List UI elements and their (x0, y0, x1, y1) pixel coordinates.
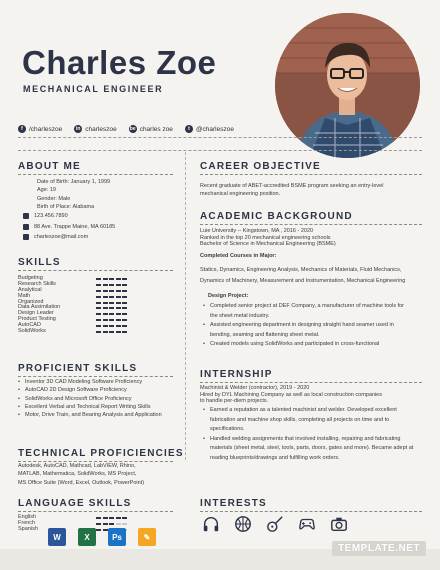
contact-address (23, 222, 115, 233)
skill-level-segment (116, 325, 121, 327)
internship-role: Machinist & Welder (contractor), 2019 - 2020 (200, 385, 310, 391)
social-handle: @charleszoe (195, 125, 234, 133)
skill-label: Product Testing (18, 316, 56, 323)
skill-label: Research Skills (18, 280, 56, 287)
skill-level (96, 523, 127, 525)
skill-label: English (18, 514, 37, 520)
project-list (203, 302, 423, 350)
skill-level-segment (103, 284, 108, 286)
skill-level-segment (122, 331, 127, 333)
basketball-icon (234, 515, 252, 533)
list-item: • Motor, Drive Train, and Bearing Analysis and Application (18, 411, 178, 419)
job-title: MECHANICAL ENGINEER (23, 84, 164, 94)
list-item: • Completed senior project at DEF Company, a manufacturer of machine tools for the sheet metal industry. (203, 302, 423, 321)
skill-level-segment (116, 523, 121, 525)
skill-label: Math (18, 292, 31, 299)
section-rule (18, 174, 173, 175)
internship-title: INTERNSHIP (200, 369, 273, 380)
header-divider-2 (18, 150, 422, 151)
skill-level (96, 517, 127, 519)
career-line: Recent graduate of ABET-accredited BSME program seeking an entry-level (200, 183, 384, 189)
skill-level-segment (103, 517, 108, 519)
course-line: Statics, Dynamics, Engineering Analysis, Mechanics of Materials, Fluid Mechanics, (200, 267, 402, 273)
skill-level-segment (116, 302, 121, 304)
skill-level-segment (103, 278, 108, 280)
courses-text (200, 265, 405, 287)
course-line: Dynamics of Machinery, Measurement and Instrumentation, Mechanical Engineering (200, 278, 406, 284)
candidate-name: Charles Zoe (22, 44, 217, 81)
skill-level-segment (116, 278, 121, 280)
contact-details (23, 211, 115, 243)
skill-level (96, 325, 127, 327)
skill-level-segment (109, 278, 114, 280)
about-title: ABOUT ME (18, 161, 81, 172)
proficient-title: PROFICIENT SKILLS (18, 363, 138, 374)
skill-level (96, 319, 127, 321)
skills-list (18, 276, 127, 335)
skill-level (96, 302, 127, 304)
skill-level-segment (96, 331, 101, 333)
about-details (37, 178, 110, 211)
social-handle: /charleszoe (29, 125, 63, 133)
skill-label: Analytical (18, 286, 42, 293)
skill-level-segment (96, 319, 101, 321)
school-line: Luie University -- Kingstown, MA , 2016 - 2020 (200, 228, 314, 234)
skill-level-segment (96, 307, 101, 309)
language-title: LANGUAGE SKILLS (18, 498, 132, 509)
skill-level-segment (96, 296, 101, 298)
list-item: • SolidWorks and Microsoft Office Proficiency (18, 395, 178, 403)
skill-level-segment (122, 307, 127, 309)
skill-label: Budgeting (18, 275, 43, 281)
technical-line: Autodesk, AutoCAD, Mathcad, LabVIEW, Rhino, (18, 463, 136, 469)
social-item-twitter[interactable] (185, 125, 234, 133)
skill-level (96, 331, 127, 333)
list-item: • Inventor 3D CAD Modeling Software Proficiency (18, 378, 178, 386)
skill-level-segment (116, 313, 121, 315)
interests-title: INTERESTS (200, 498, 267, 509)
skill-level-segment (109, 331, 114, 333)
academic-line: Ranked in the top 20 mechanical engineering schools (200, 234, 331, 241)
skill-level (96, 307, 127, 309)
list-item: • Excellent Verbal and Technical Report Writing Skills (18, 403, 178, 411)
social-item-behance[interactable] (129, 125, 173, 133)
skill-label: AutoCAD (18, 322, 41, 329)
skill-label: French (18, 519, 36, 526)
skill-level-segment (103, 302, 108, 304)
social-item-facebook[interactable] (18, 125, 62, 133)
technical-line: MS Office Suite (Word, Excel, Outlook, PowerPoint) (18, 479, 145, 486)
phone-icon (23, 213, 29, 219)
proficient-list (18, 378, 178, 419)
section-rule (200, 382, 422, 383)
skill-level (96, 290, 127, 292)
academic-title: ACADEMIC BACKGROUND (200, 211, 353, 222)
internship-line: to handle per-diem projects. (200, 398, 269, 404)
address-text: 88 Ave. Trappe Maine, MA 60185 (34, 223, 116, 230)
skill-level-segment (122, 302, 127, 304)
skill-level-segment (109, 290, 114, 292)
skill-level-segment (109, 523, 114, 525)
list-item: • Created models using SolidWorks and participated in cross-functional (203, 340, 423, 350)
technical-title: TECHNICAL PROFICIENCIES (18, 448, 184, 459)
section-rule (200, 511, 422, 512)
internship-summary (200, 385, 382, 405)
list-item: • AutoCAD 2D Design Software Proficiency (18, 386, 178, 394)
internship-line: Hired by DYL Machining Company as well as local construction companies (200, 391, 382, 398)
skill-level (96, 313, 127, 315)
courses-title: Completed Courses in Major: (200, 253, 277, 259)
list-item: • Earned a reputation as a talented machinist and welder. Developed excellent fabrication and machine shop skills, completing all projects on time and to specifications. (203, 406, 423, 435)
skill-level-segment (116, 284, 121, 286)
twitter-icon: t (185, 125, 193, 133)
gamepad-icon (298, 515, 316, 533)
skill-level-segment (122, 290, 127, 292)
skill-level (96, 284, 127, 286)
skill-level-segment (103, 319, 108, 321)
section-rule (18, 376, 173, 377)
skill-level-segment (109, 302, 114, 304)
skill-level-segment (96, 523, 101, 525)
excel-icon: X (78, 528, 96, 546)
skill-level-segment (96, 278, 101, 280)
skill-level-segment (103, 313, 108, 315)
linkedin-icon: in (76, 126, 81, 132)
photoshop-icon: Ps (108, 528, 126, 546)
guitar-icon (266, 515, 284, 533)
section-rule (18, 270, 173, 271)
skill-level-segment (96, 325, 101, 327)
skill-label: Data Assimilation (18, 304, 61, 311)
word-icon: W (48, 528, 66, 546)
skill-level-segment (109, 319, 114, 321)
technical-text (18, 462, 144, 487)
skill-level-segment (122, 325, 127, 327)
skill-level-segment (96, 302, 101, 304)
about-birthplace: Birth of Place: Alabama (37, 203, 95, 210)
email-icon (23, 234, 29, 240)
skill-level-segment (116, 307, 121, 309)
technical-line: MATLAB, Mathematica, SolidWorks, MS Project, (18, 471, 137, 478)
camera-icon (330, 515, 348, 533)
skill-level-segment (116, 319, 121, 321)
skill-level-segment (109, 313, 114, 315)
contact-email (23, 232, 115, 243)
list-item: • Assisted engineering department in designing straight hand seamer used in bending, seaming and flattening sheet metal. (203, 321, 423, 340)
skill-level-segment (96, 290, 101, 292)
skill-level-segment (96, 313, 101, 315)
skill-level-segment (122, 284, 127, 286)
skill-level-segment (103, 307, 108, 309)
skill-level-segment (122, 278, 127, 280)
section-rule (200, 174, 422, 175)
skill-level-segment (122, 523, 127, 525)
career-line: mechanical engineering position. (200, 191, 281, 198)
skill-level-segment (96, 284, 101, 286)
email-text[interactable]: charleszoe@mail.com (34, 234, 89, 240)
skill-level-segment (109, 296, 114, 298)
behance-icon: be (129, 126, 136, 132)
skill-level-segment (122, 296, 127, 298)
phone-text: 123.456.7890 (34, 213, 68, 219)
social-handle: charles zoe (139, 125, 173, 133)
list-item: • Handled welding assignments that involved installing, repairing and fabricating materials (sheet metal, steel, tools, parts, doors, gates and more). Became adept at reading blueprints/drawings and fulfilling work orders. (203, 435, 423, 464)
academic-summary (200, 228, 336, 248)
about-age: Age: 19 (37, 187, 56, 194)
about-gender: Gender: Male (37, 195, 71, 202)
social-item-linkedin[interactable] (74, 125, 116, 133)
skill-level (96, 278, 127, 280)
social-links (18, 125, 418, 133)
location-icon (23, 224, 29, 230)
skill-level-segment (122, 313, 127, 315)
skill-label: Design Leader (18, 310, 54, 317)
skill-level-segment (116, 296, 121, 298)
column-divider (185, 152, 186, 460)
skill-label: Spanish (18, 525, 38, 532)
social-handle: charleszoe (85, 125, 117, 133)
internship-list (203, 406, 423, 463)
skill-level-segment (116, 290, 121, 292)
skill-level-segment (116, 517, 121, 519)
skill-level-segment (122, 517, 127, 519)
skill-level (96, 296, 127, 298)
section-rule (18, 511, 173, 512)
contact-phone (23, 211, 115, 222)
skill-level-segment (122, 319, 127, 321)
career-text (200, 182, 383, 199)
header-divider (18, 137, 422, 138)
skill-level-segment (103, 296, 108, 298)
skill-level-segment (109, 307, 114, 309)
skills-title: SKILLS (18, 257, 61, 268)
skill-level-segment (109, 517, 114, 519)
skill-level-segment (103, 290, 108, 292)
software-icons (48, 528, 156, 546)
skill-label: SolidWorks (18, 328, 46, 335)
skill-level-segment (103, 331, 108, 333)
career-title: CAREER OBJECTIVE (200, 161, 321, 172)
skill-level-segment (116, 331, 121, 333)
skill-level-segment (103, 325, 108, 327)
brand-watermark: TEMPLATE.NET (332, 541, 426, 556)
skill-level-segment (109, 325, 114, 327)
skill-row (18, 329, 127, 335)
skill-level-segment (109, 284, 114, 286)
academic-line: Bachelor of Science in Mechanical Engineering (BSME) (200, 241, 336, 247)
sketch-icon: ✎ (138, 528, 156, 546)
project-title: Design Project: (208, 293, 249, 299)
about-dob: Date of Birth: January 1, 1999 (37, 179, 111, 185)
skill-level-segment (103, 523, 108, 525)
skill-level-segment (96, 517, 101, 519)
section-rule (200, 224, 422, 225)
facebook-icon: f (18, 125, 26, 133)
interests-icons (202, 515, 348, 533)
skill-label: Organized (18, 298, 44, 305)
headphones-icon (202, 515, 220, 533)
